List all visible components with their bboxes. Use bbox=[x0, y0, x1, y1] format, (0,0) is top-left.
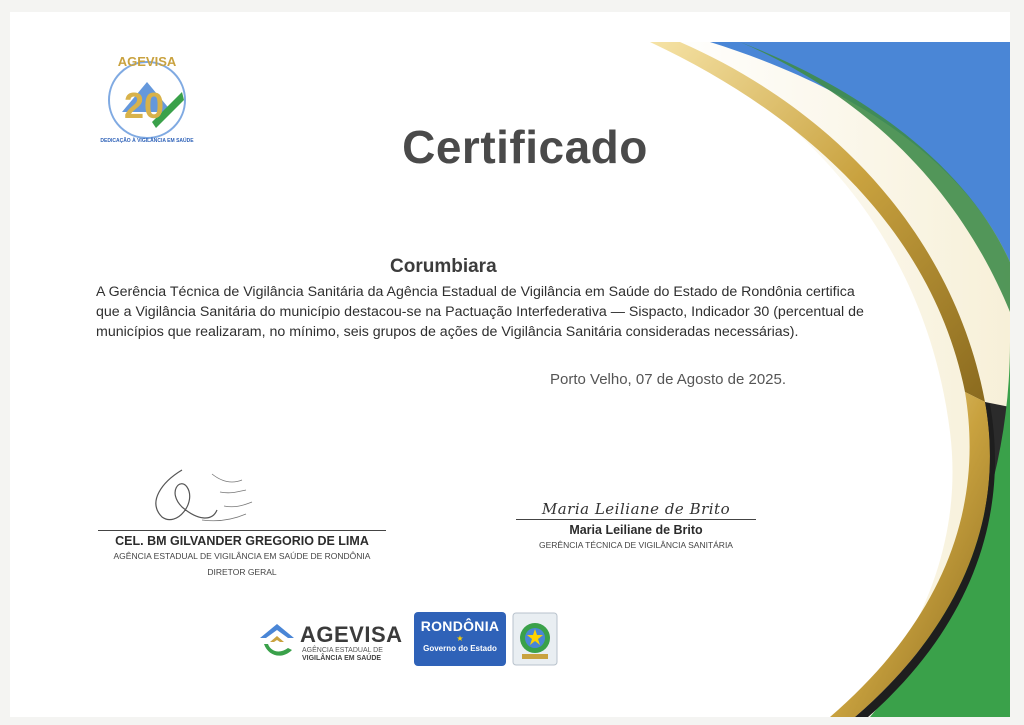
signer-org-left: AGÊNCIA ESTADUAL DE VIGILÂNCIA EM SAÚDE DE RONDÔNIA bbox=[113, 551, 371, 561]
rondonia-title: RONDÔNIA bbox=[420, 618, 500, 634]
signature-line-right bbox=[516, 519, 756, 520]
handwritten-signature-left bbox=[142, 462, 282, 530]
agevisa-logo bbox=[256, 618, 406, 664]
handwritten-signature-right: Maria Leiliane de Brito bbox=[541, 500, 731, 518]
signer-org-right: GERÊNCIA TÉCNICA DE VIGILÂNCIA SANITÁRIA bbox=[539, 540, 733, 550]
agevisa-subtitle-2: VIGILÂNCIA EM SAÚDE bbox=[302, 655, 382, 662]
place-and-date: Porto Velho, 07 de Agosto de 2025. bbox=[550, 371, 787, 388]
signer-role-left: DIRETOR GERAL bbox=[207, 567, 277, 577]
agevisa-mark-icon bbox=[256, 618, 298, 664]
city-name: Corumbiara bbox=[390, 256, 497, 277]
signature-block-right bbox=[510, 500, 762, 550]
rondonia-star-icon: ★ bbox=[456, 634, 464, 643]
certificate-sheet bbox=[10, 12, 1010, 717]
logo-number-text: 20 bbox=[123, 85, 165, 126]
rondonia-government-logo bbox=[414, 612, 506, 666]
logo-word-text: AGEVISA bbox=[117, 54, 177, 69]
signer-name-right: Maria Leiliane de Brito bbox=[569, 523, 703, 537]
logo-arc-text: DEDICAÇÃO À VIGILÂNCIA EM SAÚDE bbox=[100, 138, 194, 144]
rondonia-subtitle: Governo do Estado bbox=[423, 644, 497, 653]
signature-line-left bbox=[98, 530, 386, 531]
agevisa-wordmark: AGEVISA bbox=[300, 622, 403, 647]
signature-block-left bbox=[92, 462, 392, 577]
certificate-title: Certificado bbox=[402, 121, 648, 173]
signer-name-left: CEL. BM GILVANDER GREGORIO DE LIMA bbox=[115, 534, 369, 548]
state-coat-of-arms-icon bbox=[512, 612, 558, 666]
agevisa-subtitle-1: AGÊNCIA ESTADUAL DE bbox=[302, 647, 383, 654]
certificate-body-text: A Gerência Técnica de Vigilância Sanitária da Agência Estadual de Vigilância em Saúde do Estado de Rondônia certifica que a Vigilância Sanitária do município destacou-se na Pactuação Interfederativa — Sispacto, Indicador 30 (percentual de municípios que realizaram, no mínimo, seis grupos de ações de Vigilância Sanitária consideradas necessárias). bbox=[96, 284, 864, 340]
